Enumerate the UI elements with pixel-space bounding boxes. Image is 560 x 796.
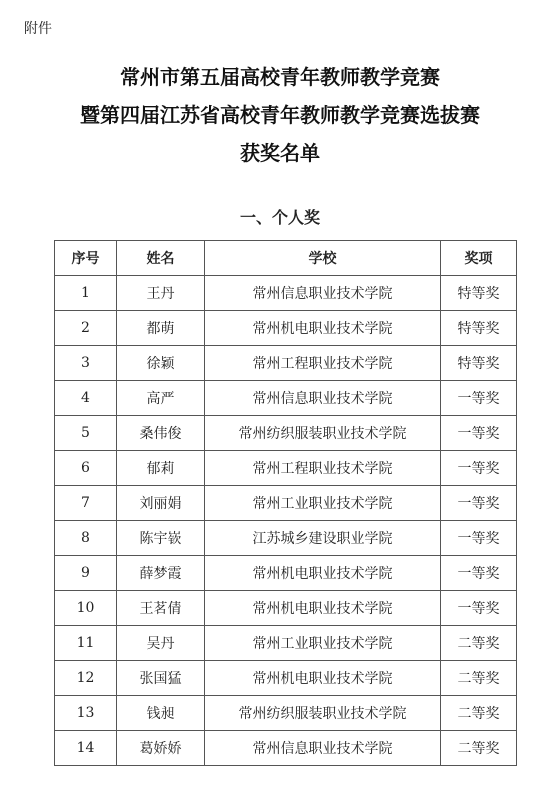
row-award: 一等奖 bbox=[441, 591, 517, 626]
row-number: 12 bbox=[55, 661, 117, 696]
table-row bbox=[55, 346, 517, 381]
table-row bbox=[55, 276, 517, 311]
row-award: 特等奖 bbox=[441, 346, 517, 381]
row-name: 徐颖 bbox=[117, 346, 205, 381]
header-number: 序号 bbox=[55, 241, 117, 276]
table-row bbox=[55, 311, 517, 346]
row-number: 9 bbox=[55, 556, 117, 591]
row-name: 高严 bbox=[117, 381, 205, 416]
table-row bbox=[55, 416, 517, 451]
row-name: 陈宇嵚 bbox=[117, 521, 205, 556]
row-name: 刘丽娟 bbox=[117, 486, 205, 521]
row-number: 14 bbox=[55, 731, 117, 766]
row-name: 都萌 bbox=[117, 311, 205, 346]
row-school: 常州机电职业技术学院 bbox=[205, 591, 441, 626]
row-number: 7 bbox=[55, 486, 117, 521]
awards-table bbox=[54, 240, 517, 766]
row-award: 一等奖 bbox=[441, 556, 517, 591]
row-school: 常州信息职业技术学院 bbox=[205, 381, 441, 416]
table-row bbox=[55, 626, 517, 661]
row-school: 江苏城乡建设职业学院 bbox=[205, 521, 441, 556]
table-row bbox=[55, 486, 517, 521]
row-school: 常州机电职业技术学院 bbox=[205, 311, 441, 346]
row-number: 11 bbox=[55, 626, 117, 661]
row-award: 二等奖 bbox=[441, 731, 517, 766]
document-title-line-3: 获奖名单 bbox=[240, 141, 320, 165]
table-row bbox=[55, 731, 517, 766]
row-name: 张国猛 bbox=[117, 661, 205, 696]
attachment-label: 附件 bbox=[24, 21, 52, 37]
row-school: 常州工业职业技术学院 bbox=[205, 486, 441, 521]
row-name: 葛娇娇 bbox=[117, 731, 205, 766]
row-number: 13 bbox=[55, 696, 117, 731]
row-name: 吴丹 bbox=[117, 626, 205, 661]
row-number: 1 bbox=[55, 276, 117, 311]
row-award: 二等奖 bbox=[441, 626, 517, 661]
row-number: 5 bbox=[55, 416, 117, 451]
row-award: 一等奖 bbox=[441, 381, 517, 416]
section-heading-individual-awards: 一、个人奖 bbox=[239, 208, 320, 227]
header-award: 奖项 bbox=[441, 241, 517, 276]
row-award: 一等奖 bbox=[441, 486, 517, 521]
row-name: 王茗倩 bbox=[117, 591, 205, 626]
table-row bbox=[55, 696, 517, 731]
row-award: 特等奖 bbox=[441, 276, 517, 311]
table-row bbox=[55, 591, 517, 626]
row-school: 常州工业职业技术学院 bbox=[205, 626, 441, 661]
row-school: 常州机电职业技术学院 bbox=[205, 556, 441, 591]
table-row bbox=[55, 521, 517, 556]
row-name: 钱昶 bbox=[117, 696, 205, 731]
row-award: 二等奖 bbox=[441, 661, 517, 696]
row-name: 桑伟俊 bbox=[117, 416, 205, 451]
row-name: 王丹 bbox=[117, 276, 205, 311]
table-row bbox=[55, 381, 517, 416]
row-school: 常州纺织服装职业技术学院 bbox=[205, 696, 441, 731]
row-school: 常州信息职业技术学院 bbox=[205, 276, 441, 311]
row-name: 郁莉 bbox=[117, 451, 205, 486]
table-header-row bbox=[55, 241, 517, 276]
table-row bbox=[55, 556, 517, 591]
row-number: 4 bbox=[55, 381, 117, 416]
row-school: 常州工程职业技术学院 bbox=[205, 346, 441, 381]
table-row bbox=[55, 661, 517, 696]
row-name: 薛梦霞 bbox=[117, 556, 205, 591]
row-award: 一等奖 bbox=[441, 416, 517, 451]
header-school: 学校 bbox=[205, 241, 441, 276]
row-award: 特等奖 bbox=[441, 311, 517, 346]
table-row bbox=[55, 451, 517, 486]
row-school: 常州工程职业技术学院 bbox=[205, 451, 441, 486]
row-number: 2 bbox=[55, 311, 117, 346]
row-number: 6 bbox=[55, 451, 117, 486]
document-title-line-1: 常州市第五届高校青年教师教学竞赛 bbox=[120, 65, 440, 89]
row-award: 一等奖 bbox=[441, 521, 517, 556]
row-award: 二等奖 bbox=[441, 696, 517, 731]
row-school: 常州机电职业技术学院 bbox=[205, 661, 441, 696]
document-title-line-2: 暨第四届江苏省高校青年教师教学竞赛选拔赛 bbox=[80, 103, 480, 127]
row-number: 10 bbox=[55, 591, 117, 626]
header-name: 姓名 bbox=[117, 241, 205, 276]
row-number: 8 bbox=[55, 521, 117, 556]
row-school: 常州纺织服装职业技术学院 bbox=[205, 416, 441, 451]
row-award: 一等奖 bbox=[441, 451, 517, 486]
row-number: 3 bbox=[55, 346, 117, 381]
row-school: 常州信息职业技术学院 bbox=[205, 731, 441, 766]
